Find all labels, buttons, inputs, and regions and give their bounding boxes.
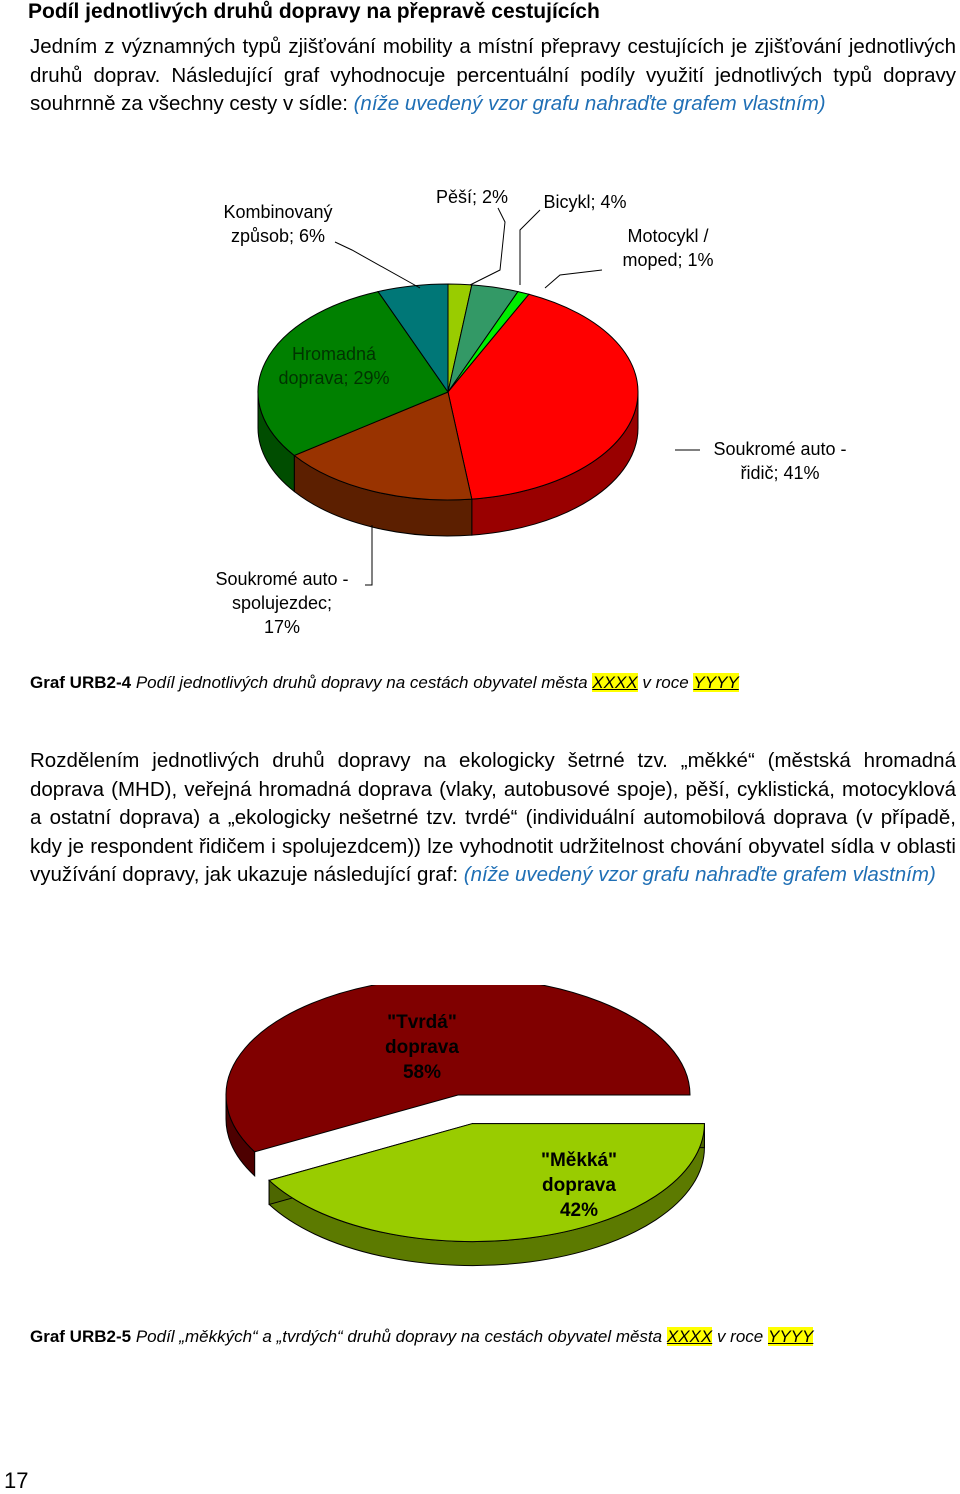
chart2-caption-label: Graf URB2-5	[30, 1327, 132, 1346]
intro-note: (níže uvedený vzor grafu nahraďte grafem vlastním)	[353, 92, 826, 115]
pie-leader-line	[335, 242, 420, 288]
pie-label-soukrome-auto-ridic-41: Soukromé auto -řidič; 41%	[713, 439, 847, 483]
chart1-caption-mid: v roce	[642, 673, 689, 692]
chart2-caption-mid: v roce	[716, 1327, 764, 1346]
pie-label-bicykl-4: Bicykl; 4%	[543, 192, 627, 212]
pie-top-layer	[258, 284, 638, 500]
pie-leader-line	[520, 210, 540, 285]
chart1-caption-label: Graf URB2-4	[30, 673, 132, 692]
page-number: 17	[4, 1468, 29, 1493]
second-text: Rozdělením jednotlivých druhů dopravy na ekologicky šetrné tzv. „měkké“ (městská hromadná doprava (MHD), veřejná hromadná doprava (vlaky, autobusové spoje), pěší, cyklistická, motocyklová a ostatní doprava) a „ekologicky nešetrné tzv. tvrdé“ (individuální automobilová doprava (v případě, kdy je respondent řidičem i spolujezdcem)) lze vyhodnotit udržitelnost chování obyvatel sídla v oblasti využívání dopravy, jak ukazuje následující graf:	[30, 749, 956, 886]
chart2-caption-city: XXXX	[666, 1327, 713, 1346]
pie-label-mekka-doprava-42: "Měkká" doprava 42%	[540, 1150, 618, 1221]
pie-label-tvrda-doprava-58: "Tvrdá" doprava 58%	[385, 1012, 459, 1083]
intro-text: Jedním z významných typů zjišťování mobility a místní přepravy cestujících je zjišťování jednotlivých druhů doprav. Následující graf vyhodnocuje percentuální podíly využití jednotlivých typů dopravy souhrnně za všechny cesty v sídle:	[30, 35, 956, 115]
chart2-caption-text: Podíl „měkkých“ a „tvrdých“ druhů dopravy na cestách obyvatel města	[135, 1327, 663, 1346]
chart1-caption	[30, 673, 739, 693]
chart2-caption-year: YYYY	[767, 1327, 814, 1346]
pie-label-kombinovany-zpusob-6: Kombinovaný způsob; 6%	[223, 202, 333, 246]
chart2-caption	[30, 1327, 813, 1347]
chart1-caption-city: XXXX	[592, 673, 638, 692]
chart1-caption-text: Podíl jednotlivých druhů dopravy na cestách obyvatel města	[135, 673, 588, 692]
second-note: (níže uvedený vzor grafu nahraďte grafem vlastním)	[463, 863, 936, 886]
transport-modes-pie-chart	[0, 170, 960, 660]
soft-hard-pie-chart	[0, 985, 960, 1305]
pie-leader-line	[365, 525, 372, 585]
pie-leader-line	[545, 270, 602, 288]
pie-leader-line	[470, 208, 505, 285]
pie-label-pesi-2: Pěší; 2%	[435, 187, 509, 207]
pie-label-soukrome-auto-spolujezdec-17: Soukromé auto -spolujezdec; 17%	[215, 569, 349, 637]
chart1-caption-year: YYYY	[693, 673, 739, 692]
pie-label-motocykl-moped-1: Motocykl / moped; 1%	[622, 226, 714, 270]
section-heading: Podíl jednotlivých druhů dopravy na přepravě cestujících	[28, 0, 600, 23]
pie-label-hromadna-doprava-29: Hromadná doprava; 29%	[278, 344, 390, 388]
intro-paragraph	[30, 33, 956, 119]
second-paragraph	[30, 747, 956, 890]
